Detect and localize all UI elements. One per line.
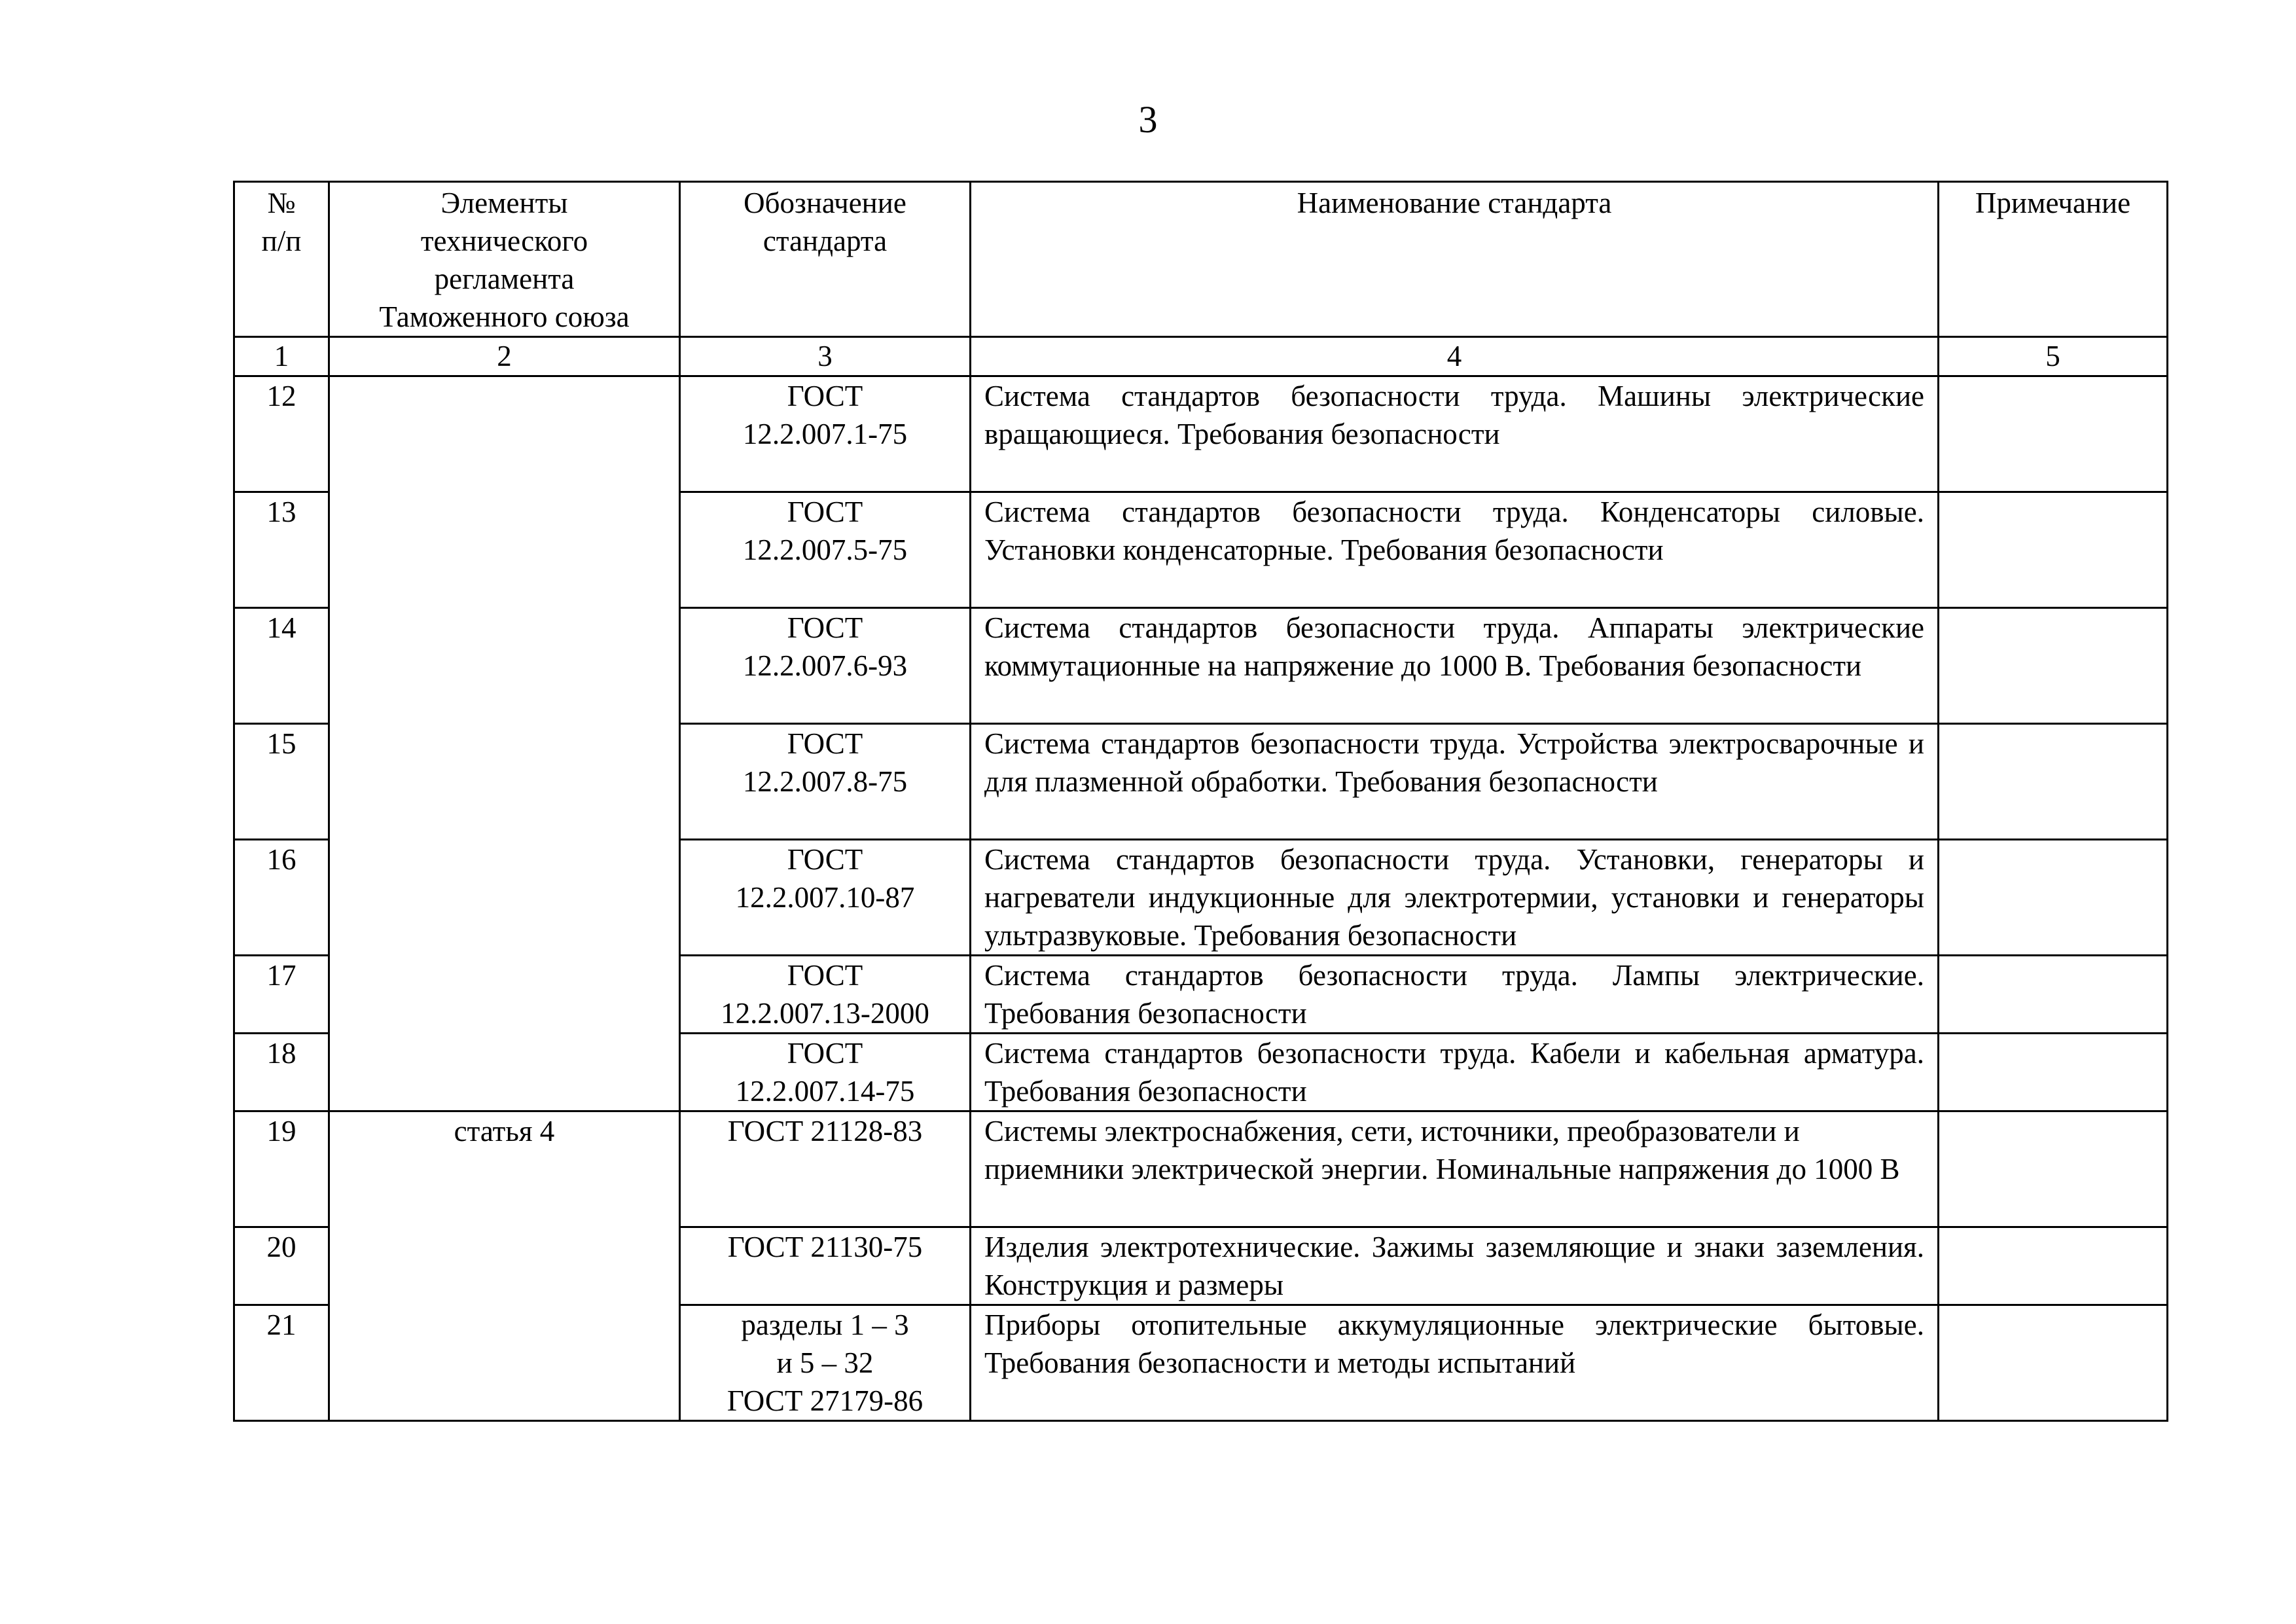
row-standard-name: Изделия электротехнические. Зажимы заземляющие и знаки заземления. Конструкция и размеры [971,1227,1939,1305]
table-row [234,376,2168,492]
row-designation: ГОСТ 12.2.007.14-75 [680,1034,971,1111]
row-standard-name: Система стандартов безопасности труда. Установки, генераторы и нагреватели индукционные для электротермии, установки и генераторы ультразвуковые. Требования безопасности [971,840,1939,956]
row-standard-name: Системы электроснабжения, сети, источники, преобразователи и приемники электрической энергии. Номинальные напряжения до 1000 В [971,1111,1939,1227]
row-note [1939,1305,2168,1421]
header-standard-designation: Обозначение стандарта [680,182,971,337]
row-number: 20 [234,1227,329,1305]
row-number: 16 [234,840,329,956]
row-number: 19 [234,1111,329,1227]
row-designation: ГОСТ 12.2.007.1-75 [680,376,971,492]
row-number: 18 [234,1034,329,1111]
header-note: Примечание [1939,182,2168,337]
header-number: № п/п [234,182,329,337]
table-row [234,1111,2168,1227]
row-designation: разделы 1 – 3 и 5 – 32 ГОСТ 27179-86 [680,1305,971,1421]
row-number: 12 [234,376,329,492]
row-standard-name: Система стандартов безопасности труда. Кабели и кабельная арматура. Требования безопасности [971,1034,1939,1111]
row-note [1939,376,2168,492]
row-standard-name: Система стандартов безопасности труда. Конденсаторы силовые. Установки конденсаторные. Требования безопасности [971,492,1939,608]
header-standard-name: Наименование стандарта [971,182,1939,337]
page-number: 3 [1138,98,1158,141]
row-standard-name: Приборы отопительные аккумуляционные электрические бытовые. Требования безопасности и методы испытаний [971,1305,1939,1421]
row-note [1939,956,2168,1034]
row-designation: ГОСТ 12.2.007.5-75 [680,492,971,608]
row-number: 14 [234,608,329,724]
row-note [1939,1111,2168,1227]
row-standard-name: Система стандартов безопасности труда. Лампы электрические. Требования безопасности [971,956,1939,1034]
row-designation: ГОСТ 12.2.007.8-75 [680,724,971,840]
row-designation: ГОСТ 12.2.007.13-2000 [680,956,971,1034]
row-standard-name: Система стандартов безопасности труда. Машины электрические вращающиеся. Требования безопасности [971,376,1939,492]
column-number: 5 [1939,337,2168,376]
row-number: 15 [234,724,329,840]
row-designation: ГОСТ 21130-75 [680,1227,971,1305]
row-designation: ГОСТ 21128-83 [680,1111,971,1227]
row-number: 21 [234,1305,329,1421]
header-regulation-elements: Элементы технического регламента Таможенного союза [329,182,680,337]
row-note [1939,608,2168,724]
column-number: 4 [971,337,1939,376]
table-header-row [234,182,2168,337]
row-note [1939,492,2168,608]
row-number: 13 [234,492,329,608]
column-number: 3 [680,337,971,376]
column-number: 1 [234,337,329,376]
row-note [1939,1034,2168,1111]
row-element: статья 4 [329,1111,680,1421]
row-designation: ГОСТ 12.2.007.6-93 [680,608,971,724]
column-numbers-row [234,337,2168,376]
standards-table [233,181,2168,1422]
row-note [1939,840,2168,956]
column-number: 2 [329,337,680,376]
row-element [329,376,680,1111]
row-note [1939,724,2168,840]
row-standard-name: Система стандартов безопасности труда. Устройства электросварочные и для плазменной обработки. Требования безопасности [971,724,1939,840]
row-number: 17 [234,956,329,1034]
row-note [1939,1227,2168,1305]
row-designation: ГОСТ 12.2.007.10-87 [680,840,971,956]
row-standard-name: Система стандартов безопасности труда. Аппараты электрические коммутационные на напряжение до 1000 В. Требования безопасности [971,608,1939,724]
